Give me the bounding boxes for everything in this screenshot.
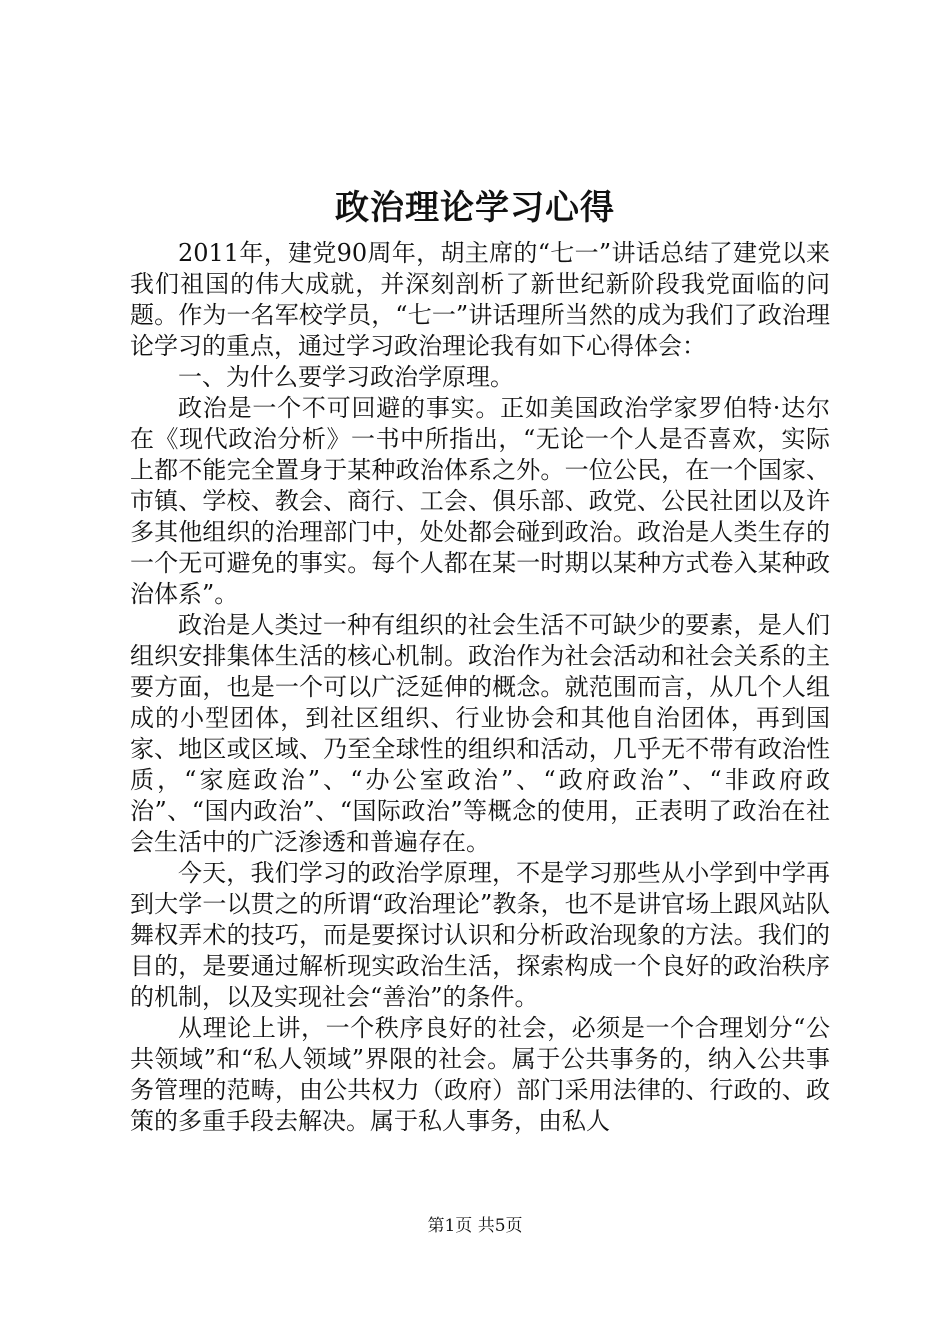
paragraph: 政治是人类过一种有组织的社会生活不可缺少的要素，是人们组织安排集体生活的核心机制。政治作为社会活动和社会关系的主要方面，也是一个可以广泛延伸的概念。就范围而言，从几个人组成的小型团体，到社区组织、行业协会和其他自治团体，再到国家、地区或区域、乃至全球性的组织和活动，几乎无不带有政治性质，“家庭政治”、“办公室政治”、“政府政治”、“非政府政治”、“国内政治”、“国际政治”等概念的使用，正表明了政治在社会生活中的广泛渗透和普遍存在。	[130, 611, 830, 856]
page-footer: 第1页 共5页	[427, 1216, 523, 1236]
paragraph: 今天，我们学习的政治学原理，不是学习那些从小学到中学再到大学一以贯之的所谓“政治理论”教条，也不是讲官场上跟风站队舞权弄术的技巧，而是要探讨认识和分析政治现象的方法。我们的目的，是要通过解析现实政治生活，探索构成一个良好的政治秩序的机制，以及实现社会“善治”的条件。	[130, 859, 830, 1011]
paragraph: 2011年，建党90周年，胡主席的“七一”讲话总结了建党以来我们祖国的伟大成就，并深刻剖析了新世纪新阶段我党面临的问题。作为一名军校学员，“七一”讲话理所当然的成为我们了政治理论学习的重点，通过学习政治理论我有如下心得体会：	[130, 239, 830, 360]
document-title: 政治理论学习心得	[335, 188, 615, 228]
paragraph: 政治是一个不可回避的事实。正如美国政治学家罗伯特·达尔在《现代政治分析》一书中所指出，“无论一个人是否喜欢，实际上都不能完全置身于某种政治体系之外。一位公民，在一个国家、市镇、学校、教会、商行、工会、俱乐部、政党、公民社团以及许多其他组织的治理部门中，处处都会碰到政治。政治是人类生存的一个无可避免的事实。每个人都在某一时期以某种方式卷入某种政治体系”。	[130, 394, 830, 608]
document-body	[130, 238, 830, 1137]
paragraph: 从理论上讲，一个秩序良好的社会，必须是一个合理划分“公共领域”和“私人领域”界限的社会。属于公共事务的，纳入公共事务管理的范畴，由公共权力（政府）部门采用法律的、行政的、政策的多重手段去解决。属于私人事务，由私人	[130, 1014, 830, 1135]
section-heading: 一、为什么要学习政治学原理。	[178, 363, 514, 391]
